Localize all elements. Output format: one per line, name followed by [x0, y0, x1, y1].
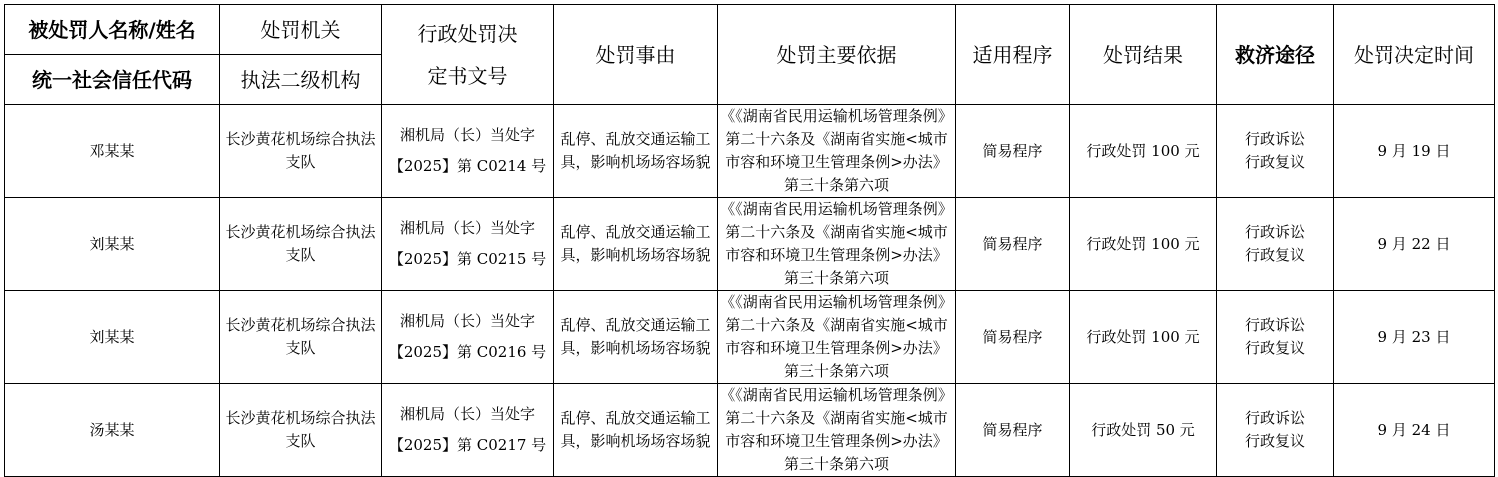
cell-doc-line2: 【2025】第 C0216 号: [388, 343, 547, 361]
table-row: [5, 105, 1495, 198]
cell-name: 邓某某: [5, 105, 220, 198]
header-doc-number-line1: 行政处罚决: [417, 21, 518, 46]
table-row: [5, 384, 1495, 477]
penalty-table: [4, 4, 1495, 477]
table-row: [5, 291, 1495, 384]
header-doc-number-line2: 定书文号: [427, 63, 508, 88]
cell-basis: 《《湖南省民用运输机场管理条例》第二十六条及《湖南省实施<城市市容和环境卫生管理条例>办法》第三十条第六项: [718, 105, 956, 198]
cell-name: 汤某某: [5, 384, 220, 477]
header-basis: 处罚主要依据: [718, 5, 956, 105]
cell-doc-line1: 湘机局（长）当处字: [399, 312, 535, 330]
cell-procedure: 简易程序: [956, 105, 1070, 198]
header-result: 处罚结果: [1070, 5, 1217, 105]
cell-reason: 乱停、乱放交通运输工具，影响机场场容场貌: [554, 198, 718, 291]
cell-doc-number: [382, 291, 554, 384]
cell-procedure: 简易程序: [956, 291, 1070, 384]
cell-authority: 长沙黄花机场综合执法支队: [220, 291, 382, 384]
header-authority: 处罚机关: [220, 5, 382, 55]
cell-doc-line1: 湘机局（长）当处字: [399, 126, 535, 144]
cell-name: 刘某某: [5, 198, 220, 291]
cell-result: 行政处罚 100 元: [1070, 291, 1217, 384]
cell-procedure: 简易程序: [956, 198, 1070, 291]
cell-basis: 《《湖南省民用运输机场管理条例》第二十六条及《湖南省实施<城市市容和环境卫生管理条例>办法》第三十条第六项: [718, 198, 956, 291]
cell-remedy: [1217, 105, 1334, 198]
cell-remedy-line2: 行政复议: [1244, 246, 1305, 264]
cell-doc-number: [382, 198, 554, 291]
cell-doc-line1: 湘机局（长）当处字: [399, 219, 535, 237]
cell-remedy-line2: 行政复议: [1244, 432, 1305, 450]
header-row-1: [5, 5, 1495, 55]
cell-doc-line2: 【2025】第 C0215 号: [388, 250, 547, 268]
header-procedure: 适用程序: [956, 5, 1070, 105]
header-sub-authority: 执法二级机构: [220, 55, 382, 105]
cell-remedy-line1: 行政诉讼: [1244, 316, 1305, 334]
cell-remedy-line1: 行政诉讼: [1244, 223, 1305, 241]
cell-doc-line2: 【2025】第 C0217 号: [388, 436, 547, 454]
cell-reason: 乱停、乱放交通运输工具，影响机场场容场貌: [554, 384, 718, 477]
cell-date: 9 月 19 日: [1334, 105, 1495, 198]
cell-basis: 《《湖南省民用运输机场管理条例》第二十六条及《湖南省实施<城市市容和环境卫生管理条例>办法》第三十条第六项: [718, 384, 956, 477]
header-date: 处罚决定时间: [1334, 5, 1495, 105]
cell-doc-line2: 【2025】第 C0214 号: [388, 157, 547, 175]
cell-authority: 长沙黄花机场综合执法支队: [220, 105, 382, 198]
header-doc-number: [382, 5, 554, 105]
cell-basis: 《《湖南省民用运输机场管理条例》第二十六条及《湖南省实施<城市市容和环境卫生管理条例>办法》第三十条第六项: [718, 291, 956, 384]
cell-remedy-line2: 行政复议: [1244, 339, 1305, 357]
cell-result: 行政处罚 100 元: [1070, 105, 1217, 198]
table-row: [5, 198, 1495, 291]
cell-result: 行政处罚 100 元: [1070, 198, 1217, 291]
cell-date: 9 月 24 日: [1334, 384, 1495, 477]
cell-remedy-line1: 行政诉讼: [1244, 130, 1305, 148]
cell-remedy: [1217, 198, 1334, 291]
cell-procedure: 简易程序: [956, 384, 1070, 477]
cell-name: 刘某某: [5, 291, 220, 384]
cell-doc-line1: 湘机局（长）当处字: [399, 405, 535, 423]
cell-remedy: [1217, 291, 1334, 384]
cell-authority: 长沙黄花机场综合执法支队: [220, 384, 382, 477]
cell-date: 9 月 22 日: [1334, 198, 1495, 291]
cell-result: 行政处罚 50 元: [1070, 384, 1217, 477]
header-credit-code: 统一社会信任代码: [5, 55, 220, 105]
cell-remedy-line1: 行政诉讼: [1244, 409, 1305, 427]
header-name: 被处罚人名称/姓名: [5, 5, 220, 55]
header-remedy: 救济途径: [1217, 5, 1334, 105]
cell-remedy: [1217, 384, 1334, 477]
cell-doc-number: [382, 105, 554, 198]
cell-doc-number: [382, 384, 554, 477]
cell-reason: 乱停、乱放交通运输工具，影响机场场容场貌: [554, 105, 718, 198]
cell-authority: 长沙黄花机场综合执法支队: [220, 198, 382, 291]
cell-remedy-line2: 行政复议: [1244, 153, 1305, 171]
cell-date: 9 月 23 日: [1334, 291, 1495, 384]
header-reason: 处罚事由: [554, 5, 718, 105]
cell-reason: 乱停、乱放交通运输工具，影响机场场容场貌: [554, 291, 718, 384]
